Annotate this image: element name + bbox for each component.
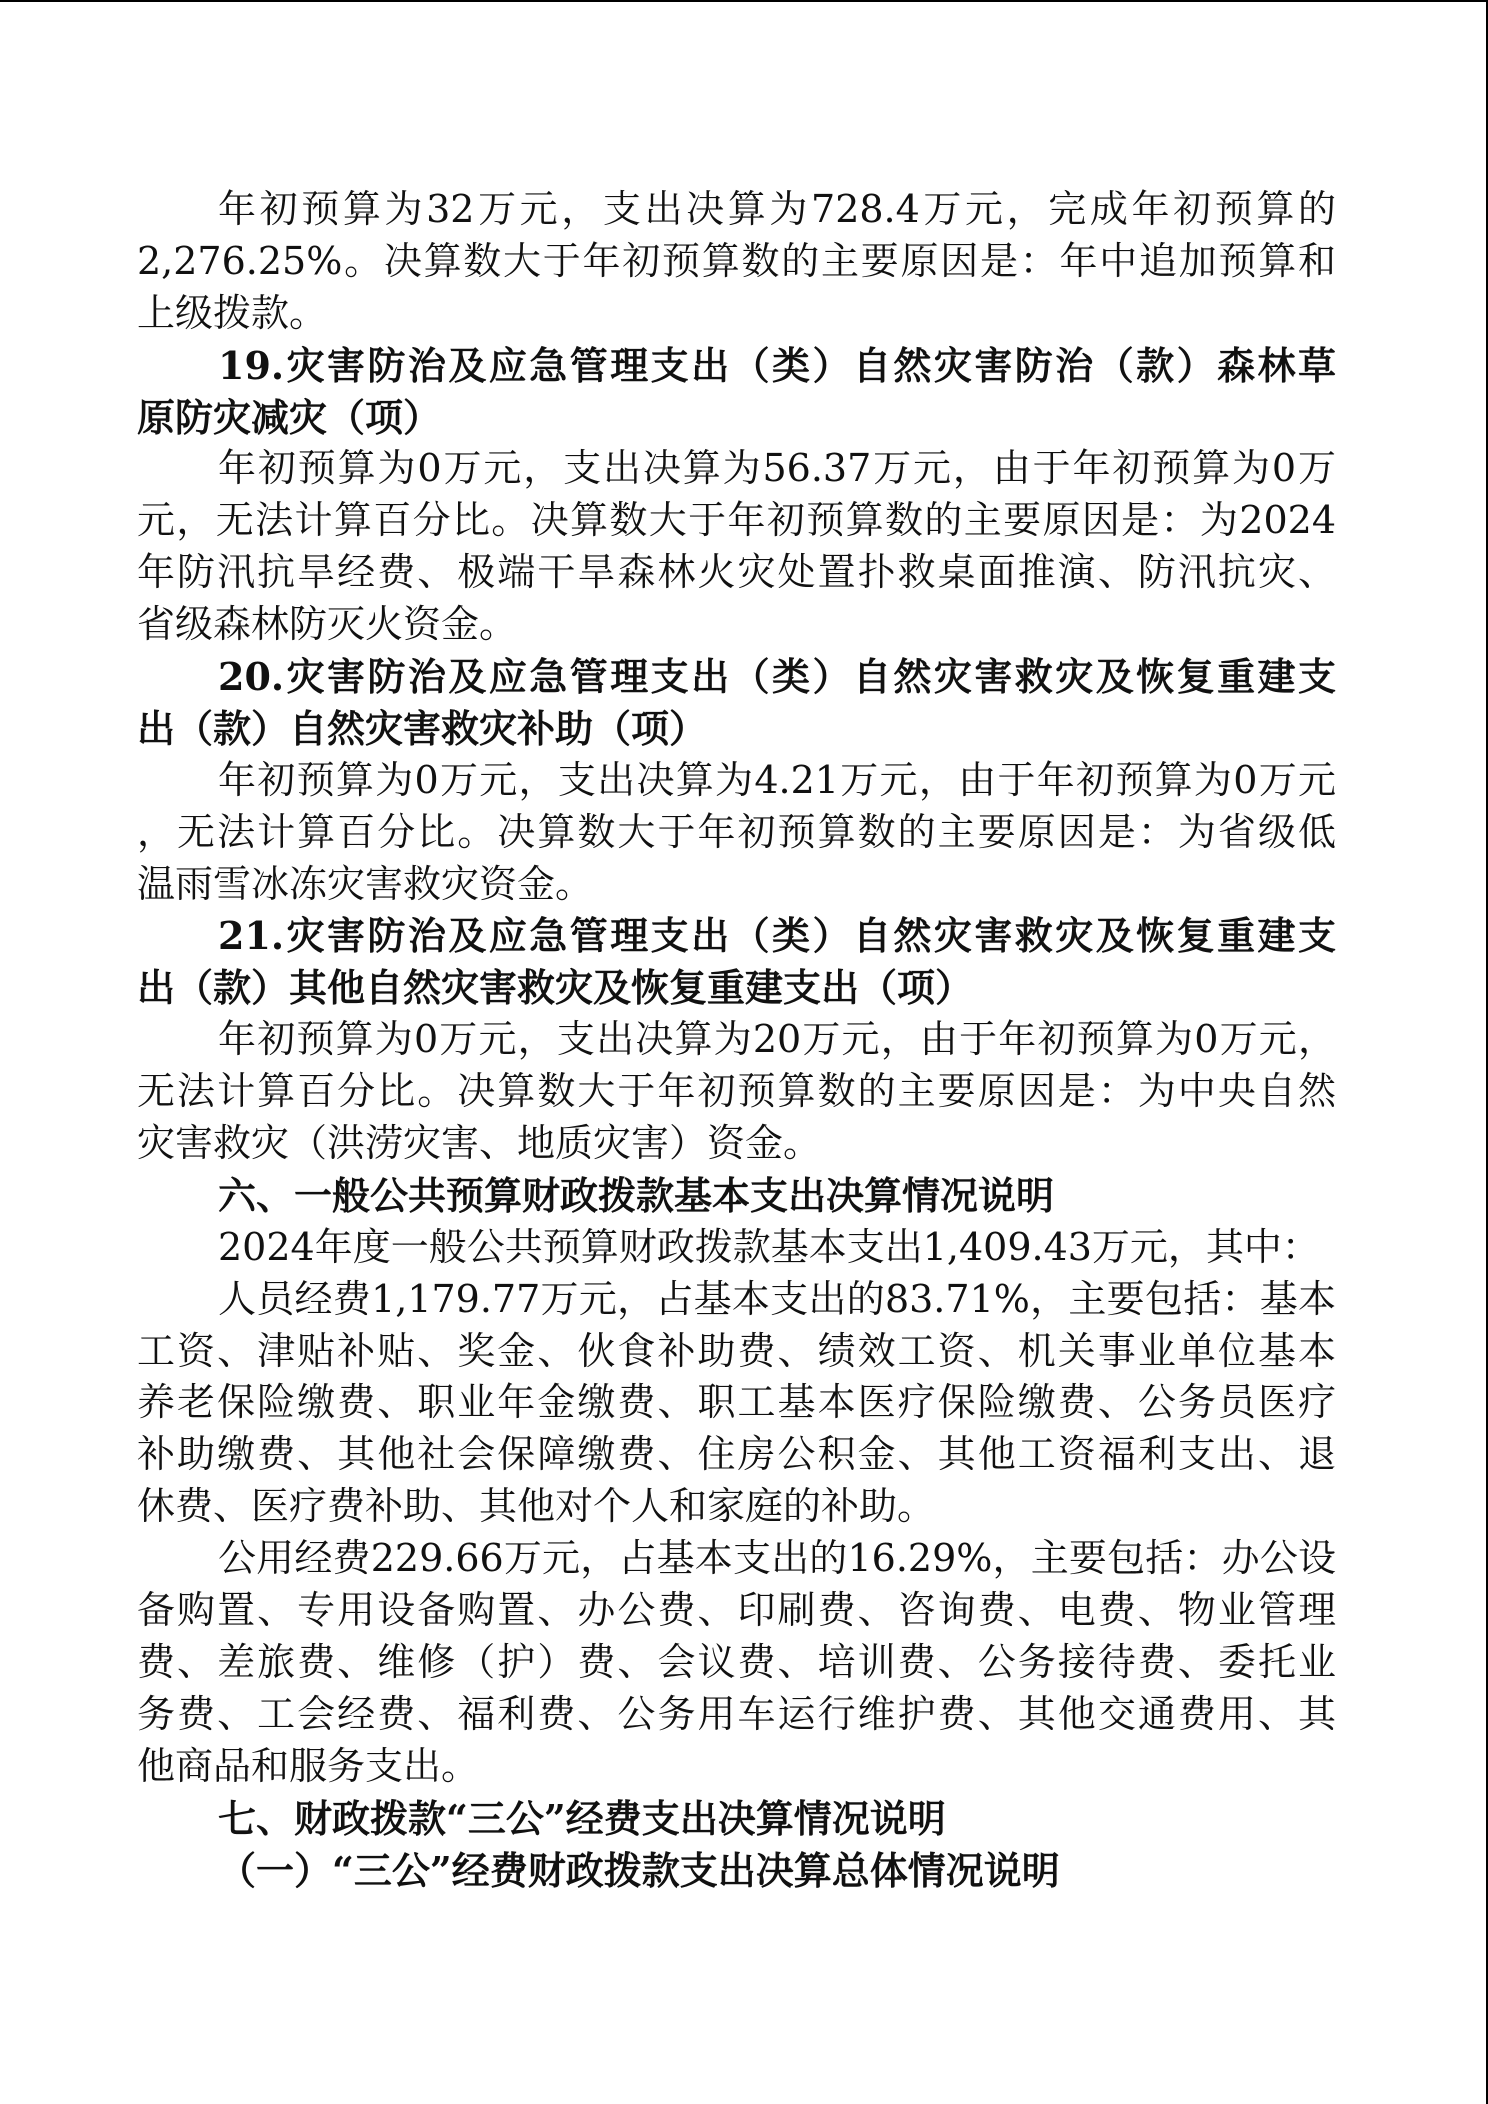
text-line: 年初预算为0万元，支出决算为4.21万元，由于年初预算为0万元 xyxy=(218,757,1336,802)
body-paragraph xyxy=(137,1274,1336,1533)
text-line: 补助缴费、其他社会保障缴费、住房公积金、其他工资福利支出、退 xyxy=(137,1432,1336,1477)
text-line: 他商品和服务支出。 xyxy=(137,1743,480,1788)
section-heading xyxy=(137,340,1336,444)
text-line: 19.灾害防治及应急管理支出（类）自然灾害防治（款）森林草 xyxy=(218,342,1336,388)
text-line: 无法计算百分比。决算数大于年初预算数的主要原因是：为中央自然 xyxy=(137,1069,1336,1114)
text-line: 2024年度一般公共预算财政拨款基本支出1,409.43万元，其中： xyxy=(218,1224,1320,1269)
text-line: 费、差旅费、维修（护）费、会议费、培训费、公务接待费、委托业 xyxy=(137,1639,1336,1684)
text-line: 七、财政拨款“三公”经费支出决算情况说明 xyxy=(218,1795,946,1841)
text-line: 年初预算为32万元，支出决算为728.4万元，完成年初预算的 xyxy=(218,187,1336,231)
text-line: 温雨雪冰冻灾害救灾资金。 xyxy=(137,861,594,906)
text-line: 人员经费1,179.77万元，占基本支出的83.71%，主要包括：基本 xyxy=(218,1276,1336,1321)
text-line: 上级拨款。 xyxy=(137,290,328,335)
body-paragraph xyxy=(137,1222,1336,1274)
text-line: 元，无法计算百分比。决算数大于年初预算数的主要原因是：为2024 xyxy=(137,498,1336,543)
body-paragraph xyxy=(137,755,1336,911)
text-line: 灾害救灾（洪涝灾害、地质灾害）资金。 xyxy=(137,1121,822,1166)
text-line: 20.灾害防治及应急管理支出（类）自然灾害救灾及恢复重建支 xyxy=(218,654,1336,700)
section-heading xyxy=(137,1793,1336,1845)
body-paragraph xyxy=(137,1533,1336,1792)
text-line: 休费、医疗费补助、其他对个人和家庭的补助。 xyxy=(137,1484,936,1529)
section-heading xyxy=(137,1170,1336,1222)
text-line: （一）“三公”经费财政拨款支出决算总体情况说明 xyxy=(218,1847,1060,1893)
text-line: ，无法计算百分比。决算数大于年初预算数的主要原因是：为省级低 xyxy=(137,809,1336,854)
body-paragraph xyxy=(137,443,1336,651)
body-paragraph xyxy=(137,1014,1336,1170)
text-line: 21.灾害防治及应急管理支出（类）自然灾害救灾及恢复重建支 xyxy=(218,913,1336,959)
text-line: 工资、津贴补贴、奖金、伙食补助费、绩效工资、机关事业单位基本 xyxy=(137,1328,1336,1373)
text-line: 养老保险缴费、职业年金缴费、职工基本医疗保险缴费、公务员医疗 xyxy=(137,1380,1336,1425)
text-line: 2,276.25%。决算数大于年初预算数的主要原因是：年中追加预算和 xyxy=(137,238,1336,283)
text-line: 年初预算为0万元，支出决算为20万元，由于年初预算为0万元， xyxy=(218,1017,1336,1062)
text-line: 出（款）自然灾害救灾补助（项） xyxy=(137,705,708,751)
text-line: 公用经费229.66万元，占基本支出的16.29%，主要包括：办公设 xyxy=(218,1536,1336,1581)
text-line: 务费、工会经费、福利费、公务用车运行维护费、其他交通费用、其 xyxy=(137,1691,1336,1736)
text-line: 原防灾减灾（项） xyxy=(137,394,442,440)
section-heading xyxy=(137,1845,1336,1897)
body-paragraph xyxy=(137,184,1336,340)
text-line: 出（款）其他自然灾害救灾及恢复重建支出（项） xyxy=(137,965,974,1011)
document-page xyxy=(137,184,1336,1896)
text-line: 备购置、专用设备购置、办公费、印刷费、咨询费、电费、物业管理 xyxy=(137,1588,1336,1633)
text-line: 年防汛抗旱经费、极端干旱森林火灾处置扑救桌面推演、防汛抗灾、 xyxy=(137,550,1336,595)
text-line: 省级森林防灭火资金。 xyxy=(137,602,518,647)
section-heading xyxy=(137,651,1336,755)
text-line: 六、一般公共预算财政拨款基本支出决算情况说明 xyxy=(218,1172,1055,1218)
section-heading xyxy=(137,910,1336,1014)
text-line: 年初预算为0万元，支出决算为56.37万元，由于年初预算为0万 xyxy=(218,446,1336,491)
